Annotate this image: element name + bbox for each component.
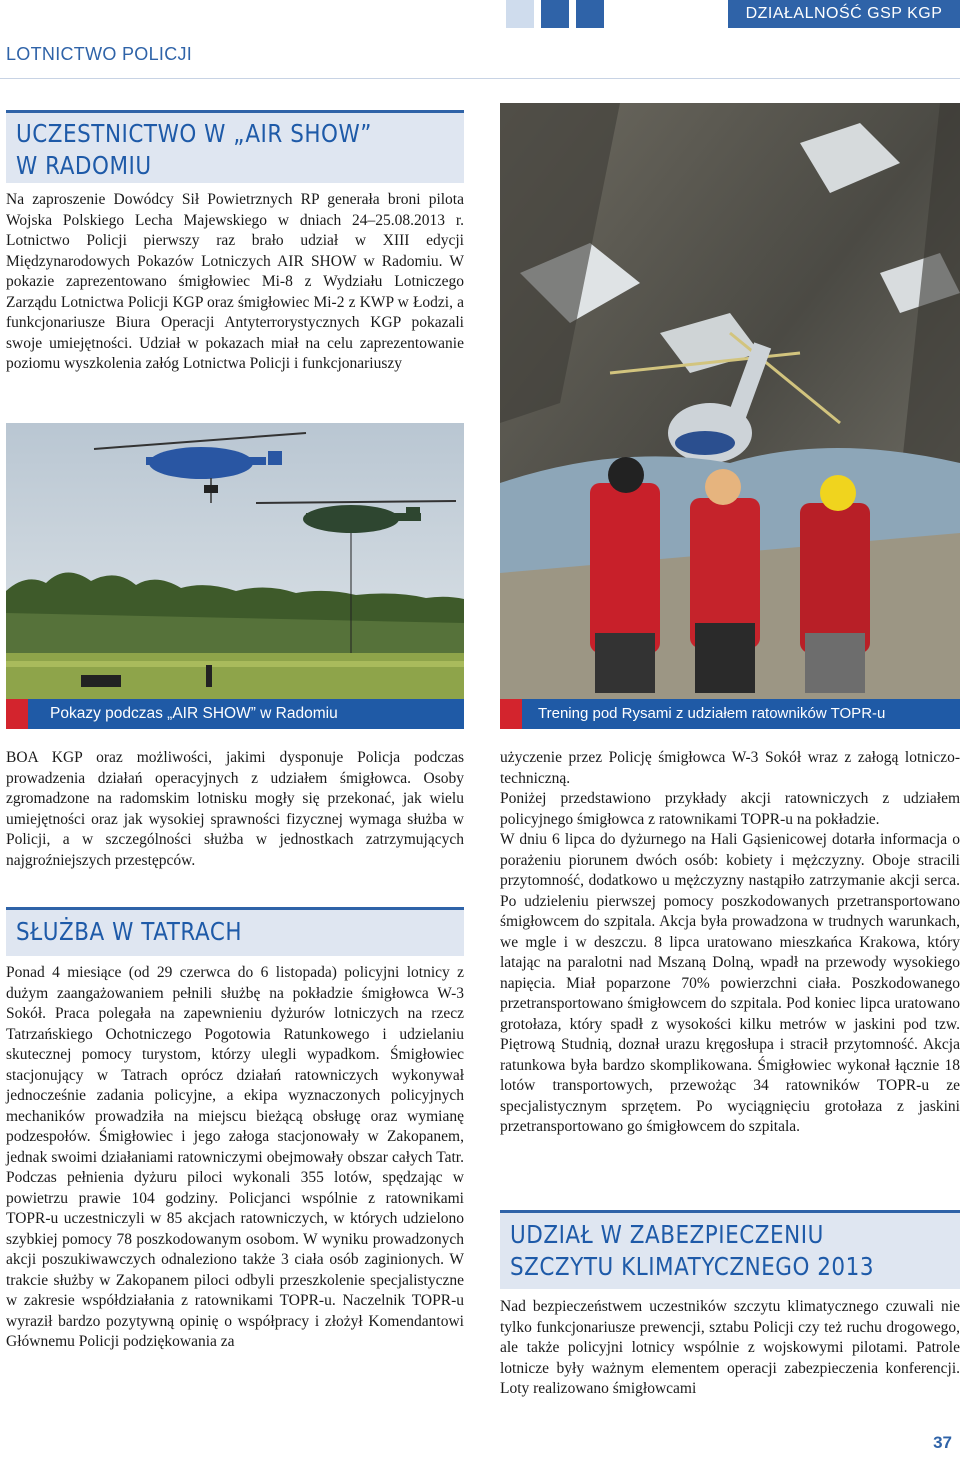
article-paragraph — [500, 748, 960, 1138]
article-heading-line: SZCZYTU KLIMATYCZNEGO 2013 — [510, 1252, 875, 1281]
article-paragraph — [6, 748, 464, 871]
article-paragraph — [6, 190, 464, 375]
photo-caption — [6, 699, 464, 729]
paragraph-text: BOA KGP oraz możliwości, jakimi dysponuje Policja podczas prowadzenia działań operacyjnych z udziałem śmigłowca. Osoby zgromadzone na radomskim lotnisku mogły się przekonać, jak wielu umiejętności oraz jak wysokiej sprawności fizycznej wymaga służba w Policji, a w szczególności służba w jednostkach zatrzymujących najgroźniejszych przestępców. — [6, 749, 464, 869]
article-paragraph — [6, 963, 464, 1353]
paragraph-text: W dniu 6 lipca do dyżurnego na Hali Gąsienicowej dotarła informacja o porażeniu piorunem dwóch osób: kobiety i mężczyzny. Oboje stracili przytomność, dodatkowo u mężczyzny nastąpiło zatrzymanie akcji serca. Po udzieleniu pierwszej pomocy poszkodowanych przetransportowano śmigłowcem do szpitala. Akcja była prowadzona w trudnych warunkach, we mgle i w deszczu. 8 lipca uratowano mieszkańca Krakowa, który latając na paralotni nad Mszaną Dolną, wpadł na przewody wysokiego napięcia. Miał poparzone 70% powierzchni ciała. Poszkodowanego przetransportowano śmigłowcem do szpitala. Pod koniec lipca uratowano grotołaza, który spadł z wysokości kilku metrów w jaskini pod tzw. Piętrową Studnią, doznał urazu kręgosłupa i stracił przytomność. Akcja ratunkowa była bardzo skomplikowana. Śmigłowiec wykonał łącznie 18 lotów transportowych, przewożąc 34 ratowników TOPR-u ze specjalistycznym sprzętem. Po wyciągnięciu grotołaza z jaskini przetransportowano go śmigłowcem do szpitala. — [500, 831, 960, 1135]
caption-text: Pokazy podczas „AIR SHOW” w Radomiu — [50, 705, 338, 722]
paragraph-text: użyczenie przez Policję śmigłowca W-3 Sokół wraz z załogą lotniczo-techniczną. — [500, 749, 960, 787]
header-decor-square — [541, 0, 569, 28]
photo-air-show — [6, 423, 464, 699]
article-heading-line: UCZESTNICTWO W „AIR SHOW” — [16, 119, 372, 148]
paragraph-text: Na zaproszenie Dowódcy Sił Powietrznych RP generała broni pilota Wojska Polskiego Lecha Majewskiego w dniach 24–25.08.2013 r. Lotnictwo Policji pierwszy raz brało udział w XIII edycji Międzynarodowych Pokazów Lotniczych AIR SHOW w Radomiu. W pokazie zaprezentowano śmigłowiec Mi-8 z Wydziału Lotniczego Zarządu Lotnictwa Policji KGP oraz śmigłowiec Mi-2 z KWP w Łodzi, a funkcjonariusze Biura Operacji Antyterrorystycznych KGP pokazali swoje umiejętności. Udział w pokazach miał na celu zaprezentowanie poziomu wyszkolenia załóg Lotnictwa Policji i funkcjonariuszy — [6, 191, 464, 372]
caption-marker — [500, 699, 522, 729]
article-heading-box — [500, 1210, 960, 1289]
paragraph-text: Ponad 4 miesiące (od 29 czerwca do 6 listopada) policyjni lotnicy z dużym zaangażowaniem pełnili służbę na pokładzie śmigłowca W-3 Sokół. Praca polegała na zapewnieniu dyżurów lotniczych na rzecz Tatrzańskiego Ochotniczego Pogotowia Ratunkowego i udzielaniu skutecznej pomocy turystom, którzy ulegli wypadkom. Śmigłowiec stacjonujący w Tatrach oprócz działań ratowniczych wykonywał jednocześnie zadania policyjne, a ekipa wyznaczonych policyjnych mechaników prowadziła na miejscu bieżącą obsługę oraz wymianę podzespołów. Śmigłowiec i jego załoga stacjonowały w Zakopanem, jednak swoimi działaniami ratowniczymi obejmowały obszar całych Tatr. Podczas pełnienia dyżuru piloci wykonali 355 lotów, spędzając w powietrzu prawie 104 godziny. Policjanci wspólnie z ratownikami TOPR-u uczestniczyli w 85 akcjach ratowniczych, w których udzielono szybkiej pomocy 78 poszkodowanym osobom. W wyniku prowadzonych akcji poszukiwawczych odnaleziono także 3 ciała osób zaginionych. W trakcie służby w Zakopanem piloci odbyli przeszkolenie specjalistyczne w zakresie współdziałania z ratownikami TOPR-u. Naczelnik TOPR-u wyraził bardzo pozytywną opinię o współpracy i złożył Komendantowi Głównemu Policji podziękowania za — [6, 964, 464, 1350]
air-show-photo — [6, 423, 464, 699]
header-decor-square — [506, 0, 534, 28]
article-heading-line: SŁUŻBA W TATRACH — [16, 917, 243, 946]
paragraph-text: Poniżej przedstawiono przykłady akcji ratowniczych z udziałem policyjnego śmigłowca z ratownikami TOPR-u na pokładzie. — [500, 790, 960, 828]
photo-tatra-training — [500, 103, 960, 699]
header-divider — [0, 78, 960, 79]
category-label: LOTNICTWO POLICJI — [6, 44, 193, 64]
article-heading-box — [6, 907, 464, 956]
section-label: DZIAŁALNOŚĆ GSP KGP — [728, 0, 960, 28]
photo-caption — [500, 699, 960, 729]
article-heading-box — [6, 110, 464, 183]
header-decor-square — [576, 0, 604, 28]
tatra-photo — [500, 103, 960, 699]
page-number: 37 — [933, 1433, 952, 1452]
article-heading-line: UDZIAŁ W ZABEZPIECZENIU — [510, 1220, 824, 1249]
caption-text: Trening pod Rysami z udziałem ratowników TOPR-u — [538, 705, 886, 722]
article-paragraph — [500, 1297, 960, 1400]
article-heading-line: W RADOMIU — [16, 151, 152, 180]
paragraph-text: Nad bezpieczeństwem uczestników szczytu klimatycznego czuwali nie tylko funkcjonariusze prewencji, sztabu Policji czy też ruchu drogowego, ale także policyjni lotnicy wspólnie z wojskowymi pilotami. Patrole lotnicze były ważnym elementem operacji zabezpieczenia konferencji. Loty realizowano śmigłowcami — [500, 1298, 960, 1397]
caption-marker — [6, 699, 28, 729]
